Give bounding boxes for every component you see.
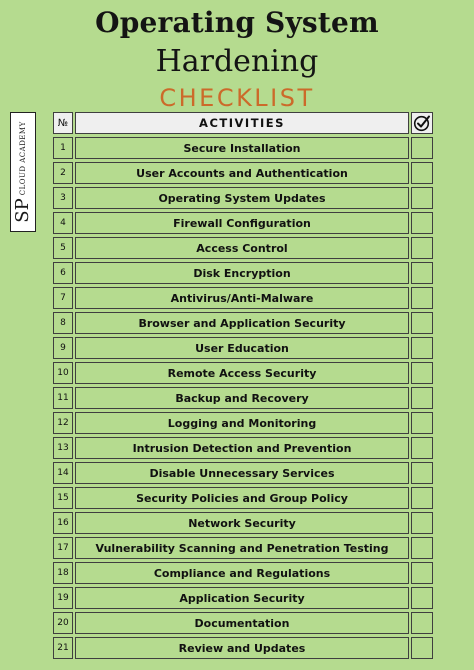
table-row bbox=[53, 436, 434, 461]
row-activity: Operating System Updates bbox=[75, 187, 409, 209]
row-number: 18 bbox=[53, 562, 73, 584]
row-checkbox[interactable] bbox=[411, 137, 433, 159]
row-number: 20 bbox=[53, 612, 73, 634]
row-activity: Firewall Configuration bbox=[75, 212, 409, 234]
row-number: 5 bbox=[53, 237, 73, 259]
row-number: 9 bbox=[53, 337, 73, 359]
row-checkbox[interactable] bbox=[411, 187, 433, 209]
table-row bbox=[53, 536, 434, 561]
row-activity: User Education bbox=[75, 337, 409, 359]
row-checkbox[interactable] bbox=[411, 337, 433, 359]
table-row bbox=[53, 161, 434, 186]
row-activity: Secure Installation bbox=[75, 137, 409, 159]
row-activity: Access Control bbox=[75, 237, 409, 259]
row-checkbox[interactable] bbox=[411, 412, 433, 434]
table-row bbox=[53, 486, 434, 511]
header-number: № bbox=[53, 112, 73, 134]
logo bbox=[10, 112, 36, 232]
row-checkbox[interactable] bbox=[411, 212, 433, 234]
row-number: 15 bbox=[53, 487, 73, 509]
checklist-table bbox=[53, 111, 434, 661]
row-number: 8 bbox=[53, 312, 73, 334]
table-row bbox=[53, 511, 434, 536]
table-row bbox=[53, 611, 434, 636]
check-circle-icon bbox=[413, 114, 431, 132]
row-activity: Disk Encryption bbox=[75, 262, 409, 284]
row-activity: Vulnerability Scanning and Penetration Testing bbox=[75, 537, 409, 559]
row-activity: Application Security bbox=[75, 587, 409, 609]
table-row bbox=[53, 136, 434, 161]
table-row bbox=[53, 336, 434, 361]
row-activity: Browser and Application Security bbox=[75, 312, 409, 334]
row-checkbox[interactable] bbox=[411, 362, 433, 384]
table-row bbox=[53, 636, 434, 661]
row-checkbox[interactable] bbox=[411, 437, 433, 459]
table-row bbox=[53, 461, 434, 486]
row-number: 1 bbox=[53, 137, 73, 159]
row-activity: Intrusion Detection and Prevention bbox=[75, 437, 409, 459]
row-activity: User Accounts and Authentication bbox=[75, 162, 409, 184]
row-checkbox[interactable] bbox=[411, 287, 433, 309]
row-number: 10 bbox=[53, 362, 73, 384]
row-activity: Backup and Recovery bbox=[75, 387, 409, 409]
logo-mark: SP bbox=[12, 198, 33, 223]
row-number: 3 bbox=[53, 187, 73, 209]
row-checkbox[interactable] bbox=[411, 637, 433, 659]
table-row bbox=[53, 236, 434, 261]
row-activity: Antivirus/Anti-Malware bbox=[75, 287, 409, 309]
header-activities: ACTIVITIES bbox=[75, 112, 409, 134]
row-checkbox[interactable] bbox=[411, 237, 433, 259]
table-header bbox=[53, 111, 434, 136]
row-number: 6 bbox=[53, 262, 73, 284]
row-number: 16 bbox=[53, 512, 73, 534]
row-number: 12 bbox=[53, 412, 73, 434]
row-activity: Logging and Monitoring bbox=[75, 412, 409, 434]
header-check bbox=[411, 112, 433, 134]
table-row bbox=[53, 386, 434, 411]
row-activity: Compliance and Regulations bbox=[75, 562, 409, 584]
row-activity: Review and Updates bbox=[75, 637, 409, 659]
row-activity: Remote Access Security bbox=[75, 362, 409, 384]
row-number: 21 bbox=[53, 637, 73, 659]
row-checkbox[interactable] bbox=[411, 587, 433, 609]
row-activity: Disable Unnecessary Services bbox=[75, 462, 409, 484]
table-row bbox=[53, 361, 434, 386]
row-checkbox[interactable] bbox=[411, 162, 433, 184]
row-number: 7 bbox=[53, 287, 73, 309]
row-checkbox[interactable] bbox=[411, 487, 433, 509]
row-number: 14 bbox=[53, 462, 73, 484]
table-row bbox=[53, 411, 434, 436]
row-number: 13 bbox=[53, 437, 73, 459]
table-row bbox=[53, 286, 434, 311]
row-number: 11 bbox=[53, 387, 73, 409]
row-activity: Network Security bbox=[75, 512, 409, 534]
table-row bbox=[53, 261, 434, 286]
table-row bbox=[53, 186, 434, 211]
row-checkbox[interactable] bbox=[411, 562, 433, 584]
title-line-1: Operating System bbox=[95, 6, 379, 39]
row-number: 4 bbox=[53, 212, 73, 234]
table-row bbox=[53, 586, 434, 611]
row-checkbox[interactable] bbox=[411, 612, 433, 634]
row-number: 19 bbox=[53, 587, 73, 609]
row-checkbox[interactable] bbox=[411, 462, 433, 484]
title-line-2: Hardening bbox=[155, 44, 319, 79]
row-checkbox[interactable] bbox=[411, 312, 433, 334]
table-row bbox=[53, 311, 434, 336]
row-checkbox[interactable] bbox=[411, 387, 433, 409]
row-checkbox[interactable] bbox=[411, 537, 433, 559]
row-checkbox[interactable] bbox=[411, 262, 433, 284]
logo-subtitle: CLOUD ACADEMY bbox=[19, 121, 27, 196]
table-row bbox=[53, 561, 434, 586]
row-number: 17 bbox=[53, 537, 73, 559]
row-activity: Documentation bbox=[75, 612, 409, 634]
title-checklist: CHECKLIST bbox=[159, 84, 315, 112]
row-activity: Security Policies and Group Policy bbox=[75, 487, 409, 509]
table-row bbox=[53, 211, 434, 236]
row-number: 2 bbox=[53, 162, 73, 184]
row-checkbox[interactable] bbox=[411, 512, 433, 534]
